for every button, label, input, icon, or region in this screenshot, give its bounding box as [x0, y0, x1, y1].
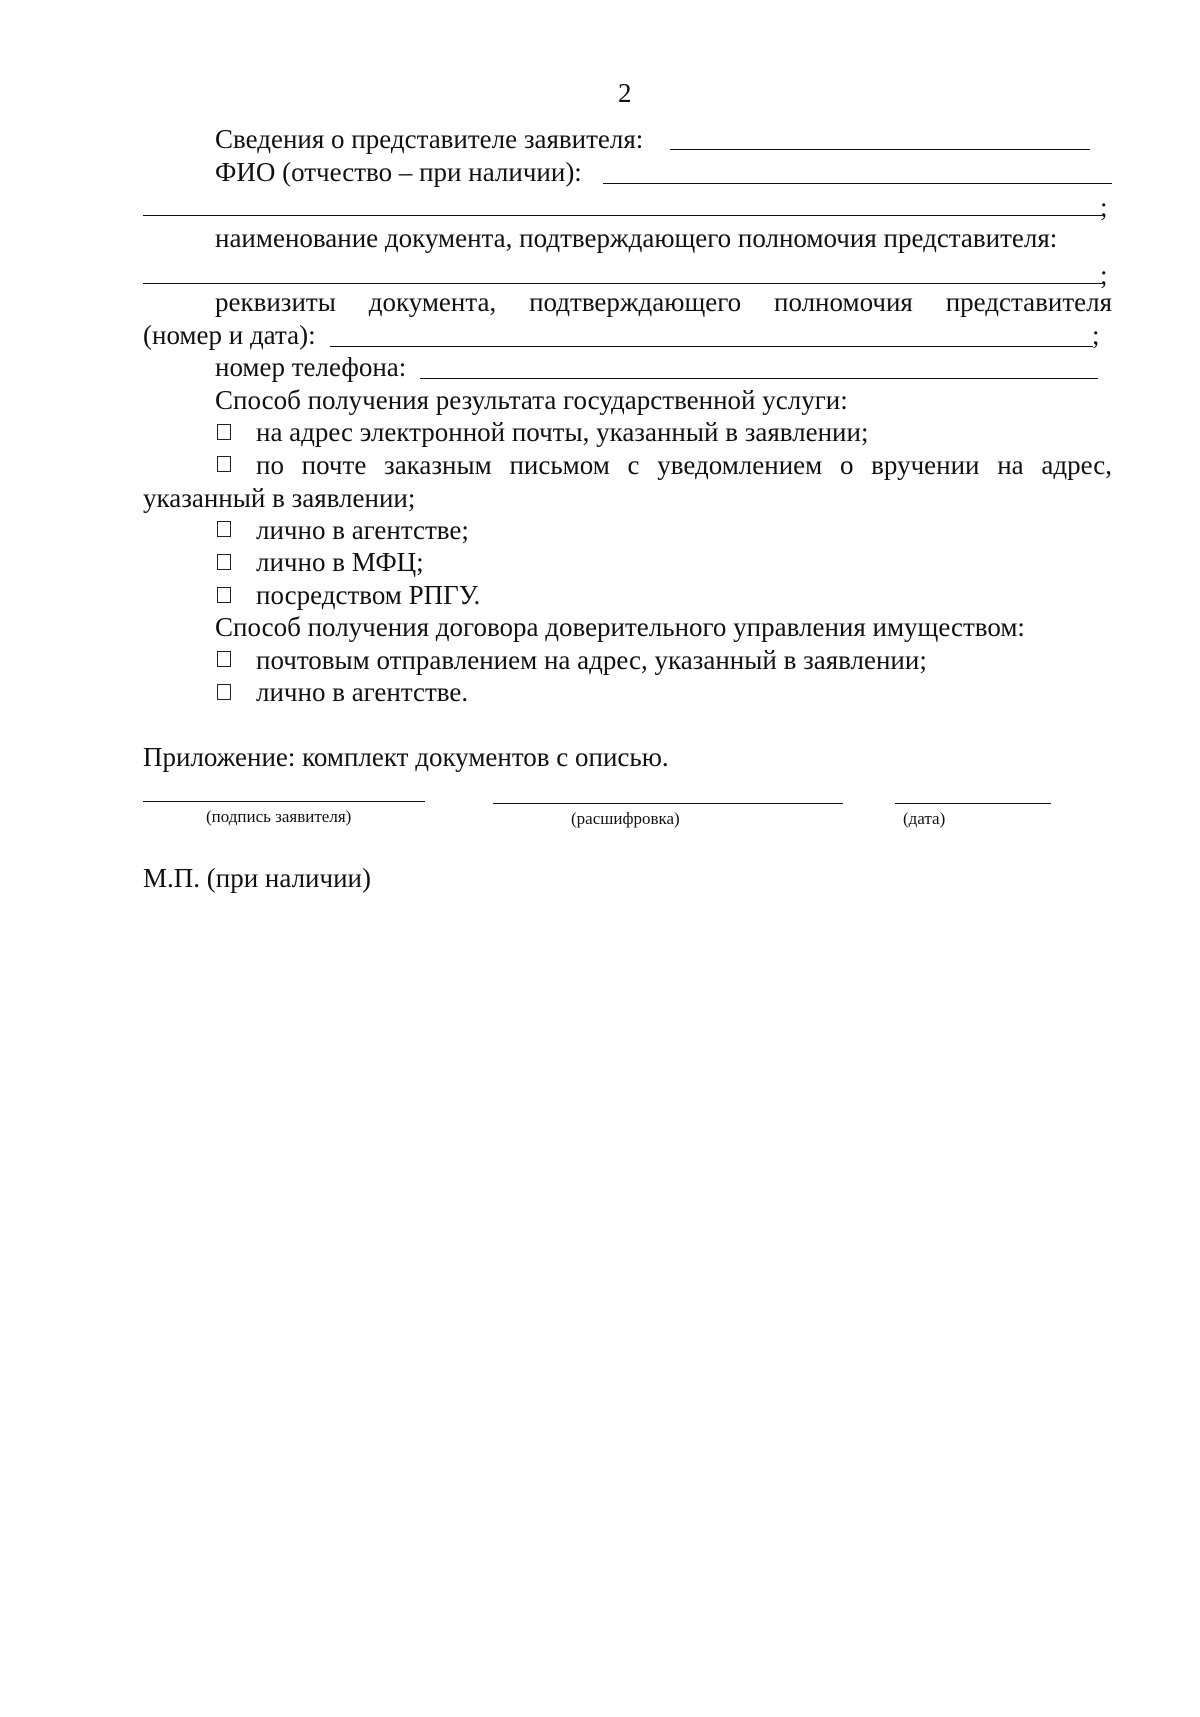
decoding-line[interactable] [493, 803, 843, 804]
decoding-caption: (расшифровка) [571, 809, 680, 828]
representative-fill-line[interactable] [670, 149, 1090, 150]
stamp-note: М.П. (при наличии) [143, 863, 371, 893]
attachment-note: Приложение: комплект документов с описью. [143, 742, 669, 772]
fio-continuation-line[interactable] [143, 215, 1102, 216]
doc-details-fill-line[interactable] [330, 346, 1093, 347]
option-contract-agency-label: лично в агентстве. [256, 677, 469, 707]
representative-heading: Сведения о представителе заявителя: [215, 124, 644, 154]
option-email-label: на адрес электронной почты, указанный в заявлении; [256, 417, 869, 447]
date-line[interactable] [895, 803, 1051, 804]
signature-line[interactable] [143, 801, 425, 802]
option-post-label: почтовым отправлением на адрес, указанный в заявлении; [256, 645, 927, 675]
option-mail-label-cont: указанный в заявлении; [143, 483, 416, 513]
doc-name-fill-line[interactable] [143, 283, 1102, 284]
fio-label: ФИО (отчество – при наличии): [215, 157, 582, 187]
semicolon: ; [1100, 192, 1108, 222]
option-mfc-label: лично в МФЦ; [256, 547, 424, 577]
doc-name-label: наименование документа, подтверждающего полномочия представителя: [215, 223, 1058, 253]
checkbox-agency[interactable] [217, 521, 231, 537]
contract-method-heading: Способ получения договора доверительного управления имуществом: [215, 612, 1025, 642]
checkbox-contract-agency[interactable] [217, 684, 231, 700]
doc-details-label-cont: (номер и дата): [143, 320, 316, 350]
semicolon: ; [1100, 260, 1108, 290]
page-number: 2 [618, 78, 632, 108]
semicolon: ; [1092, 320, 1100, 350]
phone-fill-line[interactable] [420, 378, 1098, 379]
phone-label: номер телефона: [215, 352, 407, 382]
option-mail-label: по почте заказным письмом с уведомлением о вручении на адрес, [256, 450, 1112, 480]
doc-details-label: реквизиты документа, подтверждающего полномочия представителя [215, 287, 1112, 317]
checkbox-email[interactable] [217, 424, 231, 440]
date-caption: (дата) [903, 809, 946, 828]
checkbox-rpgu[interactable] [217, 587, 231, 603]
checkbox-mfc[interactable] [217, 554, 231, 570]
checkbox-post[interactable] [217, 651, 231, 667]
signature-caption: (подпись заявителя) [206, 807, 352, 826]
result-method-heading: Способ получения результата государственной услуги: [215, 385, 848, 415]
option-rpgu-label: посредством РПГУ. [256, 580, 481, 610]
checkbox-mail[interactable] [217, 456, 231, 472]
fio-fill-line[interactable] [603, 183, 1112, 184]
option-agency-label: лично в агентстве; [256, 515, 469, 545]
